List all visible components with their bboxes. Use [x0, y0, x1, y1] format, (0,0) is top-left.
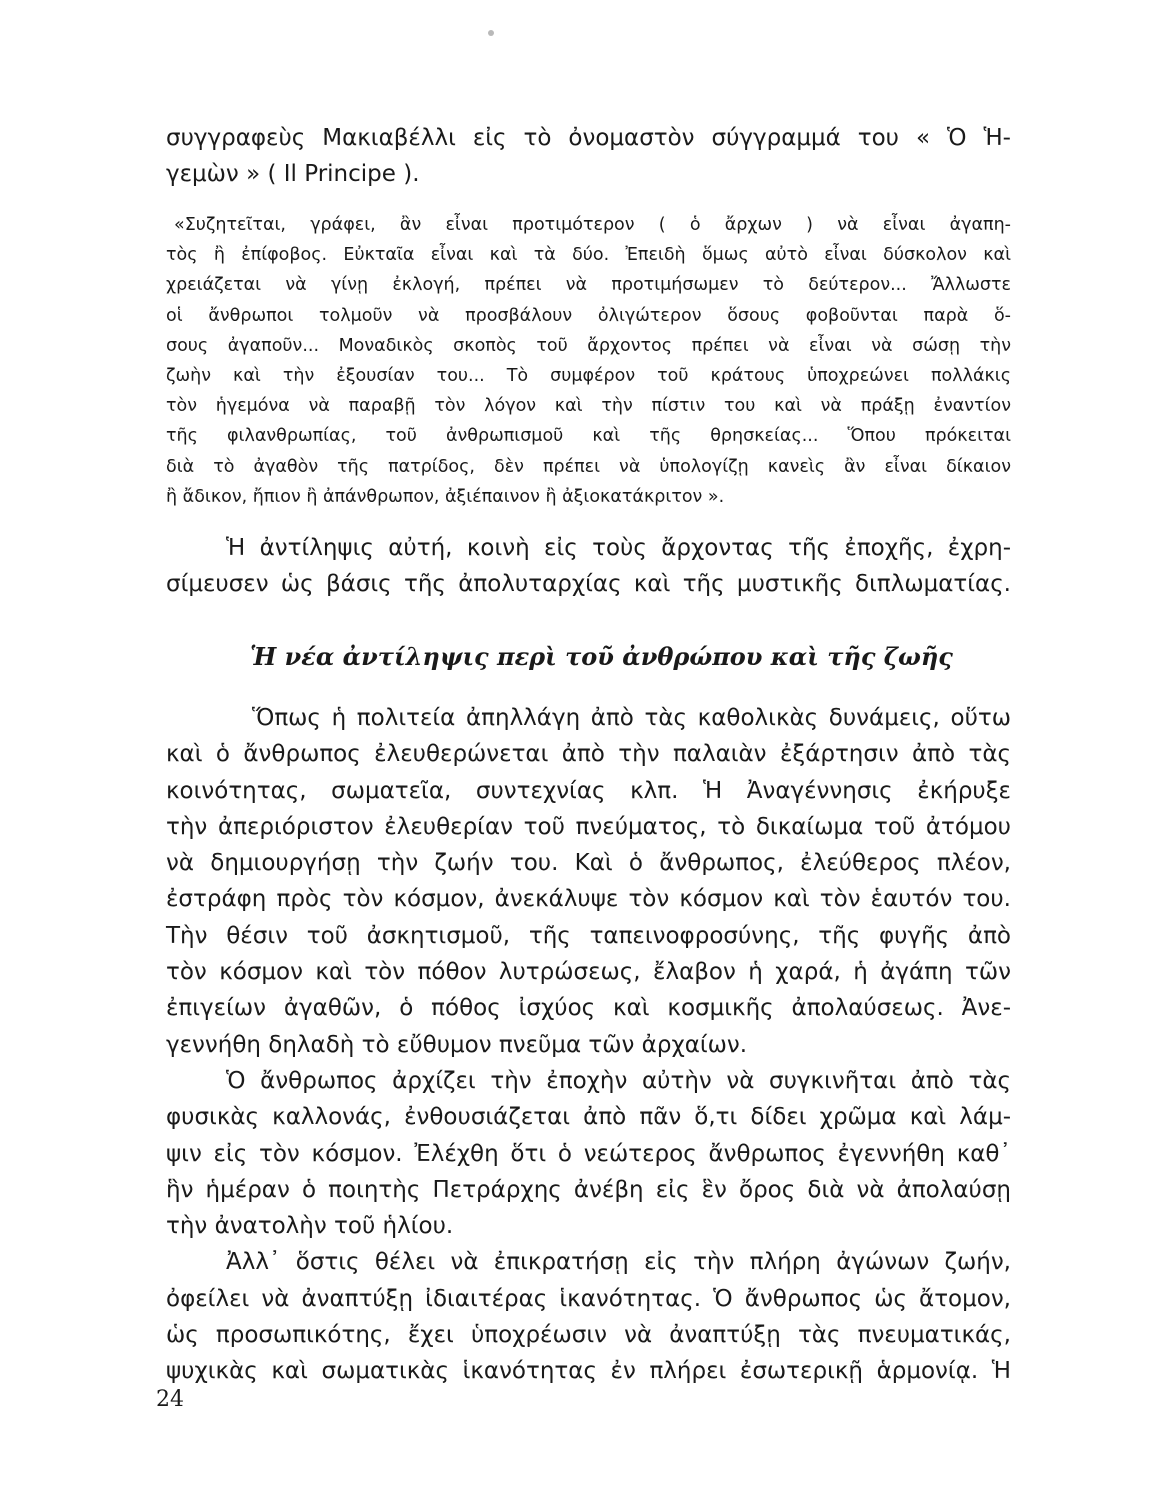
text-line: ὀφείλει νὰ ἀναπτύξῃ ἰδιαιτέρας ἱκανότητας. Ὁ ἄνθρωπος ὡς ἄτομον,	[166, 1285, 1011, 1312]
text-line: ψιν εἰς τὸν κόσμον. Ἐλέχθη ὅτι ὁ νεώτερος ἄνθρωπος ἐγεννήθη καθ᾽	[166, 1140, 1011, 1167]
quote-line: τῆς φιλανθρωπίας, τοῦ ἀνθρωπισμοῦ καὶ τῆς θρησκείας... Ὅπου πρόκειται	[166, 426, 1011, 447]
text-line: Ὅπως ἡ πολιτεία ἀπηλλάγη ἀπὸ τὰς καθολικὰς δυνάμεις, οὕτω	[252, 705, 1011, 731]
paragraph-after-quote	[166, 530, 1011, 602]
quote-line: ἢ ἄδικον, ἤπιον ἢ ἀπάνθρωπον, ἀξιέπαινον ἢ ἀξιοκατάκριτον ».	[166, 486, 725, 507]
text-line: σίμευσεν ὡς βάσις τῆς ἀπολυταρχίας καὶ τῆς μυστικῆς διπλωματίας.	[166, 571, 1011, 597]
text-line: φυσικὰς καλλονάς, ἐνθουσιάζεται ἀπὸ πᾶν ὅ,τι δίδει χρῶμα καὶ λάμ-	[166, 1104, 1011, 1131]
text-line: τὴν ἀνατολὴν τοῦ ἡλίου.	[166, 1213, 454, 1240]
text-line: κοινότητας, σωματεῖα, συντεχνίας κλπ. Ἡ Ἀναγέννησις ἐκήρυξε	[166, 777, 1011, 804]
quote-line: οἱ ἄνθρωποι τολμοῦν νὰ προσβάλουν ὀλιγώτερον ὅσους φοβοῦνται παρὰ ὅ-	[166, 305, 1011, 326]
text-line: γεννήθη δηλαδὴ τὸ εὔθυμον πνεῦμα τῶν ἀρχαίων.	[166, 1031, 748, 1058]
text-line: Ἡ ἀντίληψις αὐτή, κοινὴ εἰς τοὺς ἄρχοντας τῆς ἐποχῆς, ἐχρη-	[226, 535, 1011, 561]
quote-line: τὸς ἢ ἐπίφοβος. Εὐκταῖα εἶναι καὶ τὰ δύο. Ἐπειδὴ ὅμως αὐτὸ εἶναι δύσκολον καὶ	[166, 245, 1011, 266]
text-line: νὰ δημιουργήσῃ τὴν ζωήν του. Καὶ ὁ ἄνθρωπος, ἐλεύθερος πλέον,	[166, 850, 1011, 877]
text-line: συγγραφεὺς Μακιαβέλλι εἰς τὸ ὀνομαστὸν σύγγραμμά του « Ὁ Ἡ-	[166, 125, 1011, 151]
text-line: ἐστράφη πρὸς τὸν κόσμον, ἀνεκάλυψε τὸν κόσμον καὶ τὸν ἑαυτόν του.	[166, 886, 1011, 913]
section-body	[166, 700, 1011, 1390]
text-line: τὴν ἀπεριόριστον ἐλευθερίαν τοῦ πνεύματος, τὸ δικαίωμα τοῦ ἀτόμου	[166, 813, 1011, 840]
quote-line: διὰ τὸ ἀγαθὸν τῆς πατρίδος, δὲν πρέπει νὰ ὑπολογίζῃ κανεὶς ἂν εἶναι δίκαιον	[166, 456, 1011, 477]
text-line: Ὁ ἄνθρωπος ἀρχίζει τὴν ἐποχὴν αὐτὴν νὰ συγκινῆται ἀπὸ τὰς	[226, 1067, 1011, 1094]
quote-line: σους ἀγαποῦν... Μοναδικὸς σκοπὸς τοῦ ἄρχοντος πρέπει νὰ εἶναι νὰ σώσῃ τὴν	[166, 335, 1011, 356]
page-speck	[488, 30, 494, 36]
text-line: καὶ ὁ ἄνθρωπος ἐλευθερώνεται ἀπὸ τὴν παλαιὰν ἐξάρτησιν ἀπὸ τὰς	[166, 741, 1011, 768]
text-line: Τὴν θέσιν τοῦ ἀσκητισμοῦ, τῆς ταπεινοφροσύνης, τῆς φυγῆς ἀπὸ	[166, 922, 1011, 949]
text-line: ἣν ἡμέραν ὁ ποιητὴς Πετράρχης ἀνέβη εἰς ἓν ὄρος διὰ νὰ ἀπολαύσῃ	[166, 1176, 1011, 1203]
page-number: 24	[156, 1387, 184, 1412]
quote-line: «Συζητεῖται, γράφει, ἂν εἶναι προτιμότερον ( ὁ ἄρχων ) νὰ εἶναι ἀγαπη-	[174, 215, 1011, 235]
text-line: ψυχικὰς καὶ σωματικὰς ἱκανότητας ἐν πλήρει ἐσωτερικῇ ἁρμονίᾳ. Ἡ	[166, 1358, 1011, 1385]
paragraph-opening	[166, 120, 1011, 192]
machiavelli-quote	[166, 210, 1011, 512]
quote-line: χρειάζεται νὰ γίνῃ ἐκλογή, πρέπει νὰ προτιμήσωμεν τὸ δεύτερον... Ἄλλωστε	[166, 275, 1011, 296]
text-line: γεμὼν » ( Il Principe ).	[166, 161, 420, 187]
text-line: Ἀλλ᾽ ὅστις θέλει νὰ ἐπικρατήσῃ εἰς τὴν πλήρη ἀγώνων ζωήν,	[226, 1249, 1011, 1276]
text-line: ἐπιγείων ἀγαθῶν, ὁ πόθος ἰσχύος καὶ κοσμικῆς ἀπολαύσεως. Ἀνε-	[166, 995, 1011, 1022]
section-heading: Ἡ νέα ἀντίληψις περὶ τοῦ ἀνθρώπου καὶ τῆς ζωῆς	[250, 642, 953, 671]
quote-line: ζωὴν καὶ τὴν ἐξουσίαν του... Τὸ συμφέρον τοῦ κράτους ὑποχρεώνει πολλάκις	[166, 366, 1011, 387]
text-line: τὸν κόσμον καὶ τὸν πόθον λυτρώσεως, ἔλαβον ἡ χαρά, ἡ ἀγάπη τῶν	[166, 959, 1011, 986]
text-line: ὡς προσωπικότης, ἔχει ὑποχρέωσιν νὰ ἀναπτύξῃ τὰς πνευματικάς,	[166, 1322, 1011, 1349]
quote-line: τὸν ἡγεμόνα νὰ παραβῇ τὸν λόγον καὶ τὴν πίστιν του καὶ νὰ πράξῃ ἐναντίον	[166, 396, 1011, 417]
